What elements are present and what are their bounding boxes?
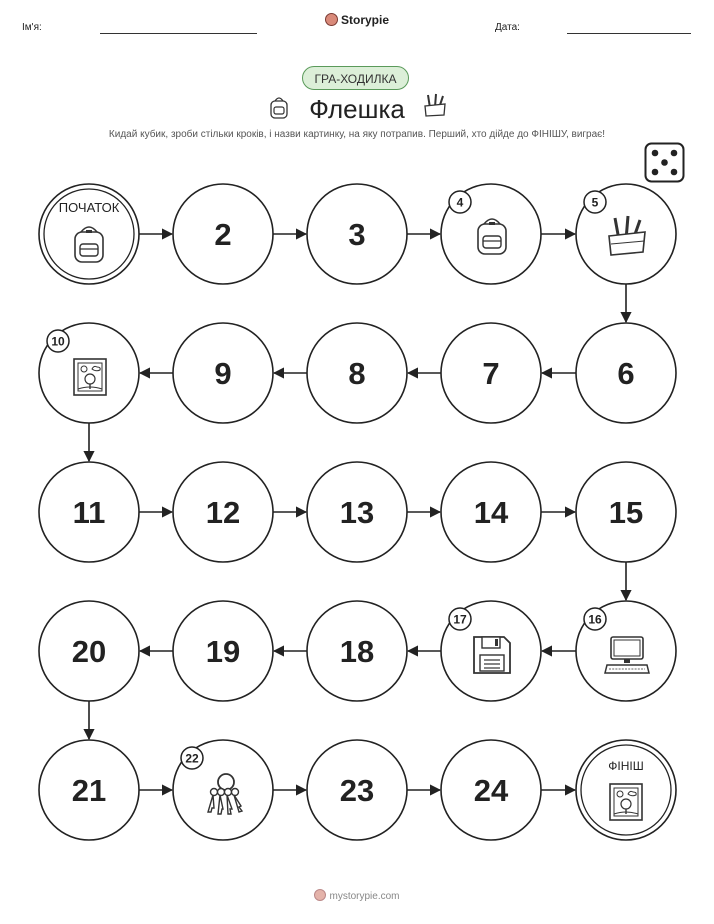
cell-number: 5 <box>591 195 599 210</box>
board-cell-1 <box>39 184 139 284</box>
cell-number: 22 <box>185 751 199 766</box>
board-cell-12 <box>173 462 273 562</box>
cell-number: 19 <box>205 634 241 669</box>
instructions: Кидай кубик, зроби стільки кроків, і назви картинку, на яку потрапив. Перший, хто дійде до ФІНІШУ, виграє! <box>108 129 606 140</box>
board-cell-3 <box>307 184 407 284</box>
page-title: Флешка <box>309 94 405 124</box>
brand-name: Storypie <box>340 13 389 27</box>
landscape-picture-icon <box>610 784 642 820</box>
cell-number: 21 <box>71 773 107 808</box>
cell-number: 24 <box>473 773 509 808</box>
board-cell-19 <box>173 601 273 701</box>
board-cell-10 <box>39 323 139 423</box>
board-cell-8 <box>307 323 407 423</box>
cell-number: 12 <box>205 495 241 530</box>
board-cell-20 <box>39 601 139 701</box>
cell-number: 11 <box>72 495 106 530</box>
board-cell-7 <box>441 323 541 423</box>
bear-logo-icon <box>314 889 326 901</box>
game-tag: ГРА-ХОДИЛКА <box>302 66 409 90</box>
board-cell-21 <box>39 740 139 840</box>
board-cell-9 <box>173 323 273 423</box>
landscape-picture-icon <box>74 359 106 395</box>
cell-number: 17 <box>453 612 467 627</box>
name-label: Ім'я: <box>22 22 42 33</box>
finish-label: ФІНІШ <box>608 759 644 773</box>
cell-number: 13 <box>339 495 375 530</box>
cell-number: 6 <box>617 356 635 391</box>
floppy-disk-icon <box>474 637 510 673</box>
board-cell-23 <box>307 740 407 840</box>
footer <box>0 889 714 902</box>
date-label: Дата: <box>495 22 520 33</box>
board-cell-13 <box>307 462 407 562</box>
board-cell-16 <box>576 601 676 701</box>
board-cell-6 <box>576 323 676 423</box>
board-cell-25 <box>576 740 676 840</box>
board-cell-22 <box>173 740 273 840</box>
board-cell-14 <box>441 462 541 562</box>
cell-number: 3 <box>348 217 366 252</box>
board-cell-5 <box>576 184 676 284</box>
board-cell-15 <box>576 462 676 562</box>
footer-url: mystorypie.com <box>329 891 400 902</box>
cell-number: 20 <box>71 634 107 669</box>
cell-number: 18 <box>339 634 375 669</box>
board-cell-11 <box>39 462 139 562</box>
board-cell-2 <box>173 184 273 284</box>
cell-number: 14 <box>473 495 509 530</box>
start-label: ПОЧАТОК <box>58 200 120 215</box>
cell-number: 8 <box>348 356 366 391</box>
backpack-icon <box>478 219 506 254</box>
cell-number: 7 <box>482 356 500 391</box>
cell-number: 2 <box>214 217 232 252</box>
computer-icon <box>605 637 649 673</box>
cell-number: 23 <box>339 773 375 808</box>
backpack-icon <box>75 227 103 262</box>
cell-number: 9 <box>214 356 232 391</box>
board-cell-4 <box>441 184 541 284</box>
pencil-case-icon <box>609 216 645 255</box>
board-cell-17 <box>441 601 541 701</box>
cell-number: 16 <box>588 612 602 627</box>
board-cell-24 <box>441 740 541 840</box>
board-cell-18 <box>307 601 407 701</box>
cell-number: 4 <box>456 195 464 210</box>
cell-number: 10 <box>51 334 65 349</box>
cell-number: 15 <box>608 495 644 530</box>
